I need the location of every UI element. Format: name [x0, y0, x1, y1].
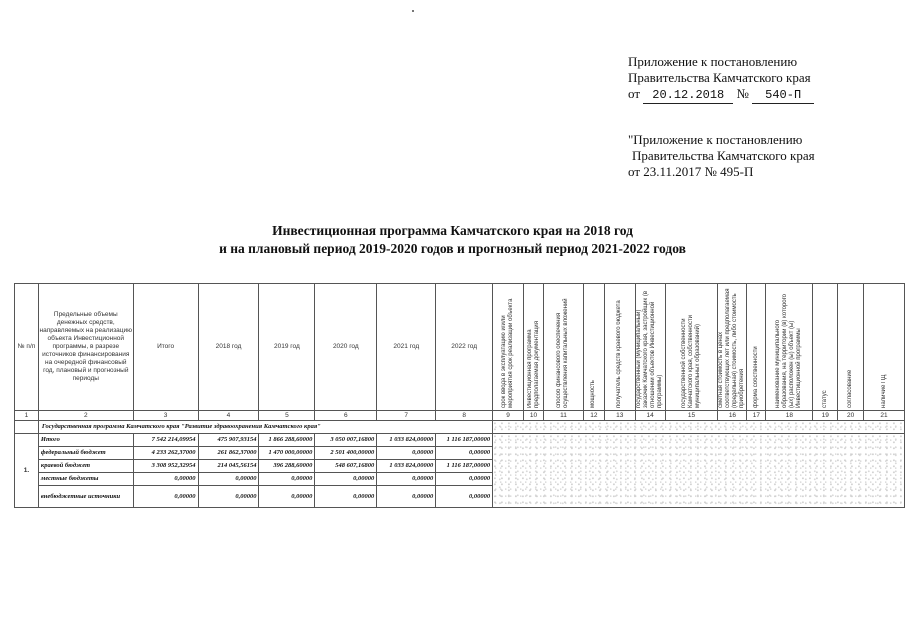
header-desc: Предельные объемы денежных средств, направляемых на реализацию объекта Инвестиционной программы, в разрезе источников финансирования на очередной финансовый год, плановый и прогнозный периоды — [38, 284, 133, 411]
row-total: 4 233 262,37000 — [133, 447, 198, 460]
row-2018: 214 045,56154 — [198, 460, 259, 473]
row-2020: 3 050 007,16800 — [315, 434, 377, 447]
header-2018: 2018 год — [198, 284, 259, 411]
approval-date-line — [628, 86, 814, 104]
colnum: 19 — [813, 411, 838, 421]
row-label: федеральный бюджет — [38, 447, 133, 460]
approval-number: 540-П — [752, 87, 814, 104]
header-2022: 2022 год — [436, 284, 493, 411]
row-2020: 548 607,16800 — [315, 460, 377, 473]
colnum: 8 — [436, 411, 493, 421]
prior-line2: Правительства Камчатского края — [632, 148, 815, 163]
colnum: 5 — [259, 411, 315, 421]
row-label: внебюджетные источники — [38, 486, 133, 508]
table-row — [15, 434, 905, 447]
program-row — [15, 421, 905, 434]
row-2022: 0,00000 — [436, 473, 493, 486]
colnum: 9 — [493, 411, 524, 421]
colnum: 20 — [838, 411, 864, 421]
approval-line1: Приложение к постановлению — [628, 54, 798, 69]
colnum: 10 — [524, 411, 544, 421]
row-2019: 1 866 288,60000 — [259, 434, 315, 447]
header-c17: форма собственности — [747, 284, 766, 411]
row-2019: 0,00000 — [259, 486, 315, 508]
header-c19: статус — [813, 284, 838, 411]
header-c12: мощность — [583, 284, 604, 411]
row-2020: 0,00000 — [315, 473, 377, 486]
approval-line2: Правительства Камчатского края — [628, 70, 811, 85]
header-c13: получатель средств краевого бюджета — [604, 284, 635, 411]
investment-table — [14, 283, 905, 508]
rows-blank-area — [493, 434, 905, 508]
header-total: Итого — [133, 284, 198, 411]
row-2020: 2 501 400,00000 — [315, 447, 377, 460]
program-num-cell — [15, 421, 39, 434]
row-label: Итого — [38, 434, 133, 447]
row-2022: 1 116 187,00000 — [436, 460, 493, 473]
row-2021: 0,00000 — [377, 486, 436, 508]
row-2018: 0,00000 — [198, 473, 259, 486]
header-c21: наличие ПД — [864, 284, 905, 411]
row-2022: 1 116 187,00000 — [436, 434, 493, 447]
header-row — [15, 284, 905, 411]
row-2021: 1 033 824,00000 — [377, 460, 436, 473]
row-number: 1. — [15, 434, 39, 508]
colnum: 1 — [15, 411, 39, 421]
row-total: 0,00000 — [133, 473, 198, 486]
approval-num-sign: № — [736, 86, 749, 101]
approval-date: 20.12.2018 — [643, 87, 733, 104]
colnum: 2 — [38, 411, 133, 421]
document-title-line2: и на плановый период 2019-2020 годов и прогнозный период 2021-2022 годов — [219, 241, 686, 256]
column-number-row — [15, 411, 905, 421]
colnum: 6 — [315, 411, 377, 421]
row-label: краевой бюджет — [38, 460, 133, 473]
colnum: 12 — [583, 411, 604, 421]
row-2022: 0,00000 — [436, 486, 493, 508]
colnum: 13 — [604, 411, 635, 421]
header-c15: государственной собственности Камчатского края, собственности муниципальных образований) — [665, 284, 718, 411]
row-2018: 0,00000 — [198, 486, 259, 508]
program-blank-area — [493, 421, 905, 434]
row-2019: 1 470 000,00000 — [259, 447, 315, 460]
colnum: 18 — [766, 411, 813, 421]
row-2018: 475 907,93154 — [198, 434, 259, 447]
colnum: 14 — [635, 411, 665, 421]
row-label: местные бюджеты — [38, 473, 133, 486]
row-total: 7 542 214,09954 — [133, 434, 198, 447]
colnum: 7 — [377, 411, 436, 421]
header-c14: государственный (муниципальный) заказчик Камчатского края, застройщик (в отношении объектов Инвестиционной программы) — [635, 284, 665, 411]
row-2018: 261 862,37000 — [198, 447, 259, 460]
header-c9: срок ввода в эксплуатацию и/или мероприятия срок реализации объекта — [493, 284, 524, 411]
header-c16: сметная стоимость в ценах соответствующих лет или предполагаемая (предельная) стоимость, либо стоимость приобретения — [718, 284, 747, 411]
row-2019: 0,00000 — [259, 473, 315, 486]
row-2021: 1 033 824,00000 — [377, 434, 436, 447]
colnum: 21 — [864, 411, 905, 421]
prior-header — [628, 132, 815, 180]
row-2022: 0,00000 — [436, 447, 493, 460]
header-c10: Инвестиционная программа предполагаемая документация — [524, 284, 544, 411]
colnum: 16 — [718, 411, 747, 421]
colnum: 3 — [133, 411, 198, 421]
header-c11: способ финансового обеспечения осуществления капитальных вложений — [544, 284, 584, 411]
header-2020: 2020 год — [315, 284, 377, 411]
header-2021: 2021 год — [377, 284, 436, 411]
row-2021: 0,00000 — [377, 447, 436, 460]
approval-header — [628, 54, 814, 104]
row-2021: 0,00000 — [377, 473, 436, 486]
header-c18: наименование муниципального образования, на территории (в) которого (ых) расположен (ы) объект (ы) Инвестиционной программы — [766, 284, 813, 411]
approval-prefix: от — [628, 86, 641, 101]
program-title: Государственная программа Камчатского края "Развитие здравоохранения Камчатского края" — [38, 421, 492, 434]
row-2019: 396 288,60000 — [259, 460, 315, 473]
header-num: № п/п — [15, 284, 39, 411]
colnum: 17 — [747, 411, 766, 421]
header-2019: 2019 год — [259, 284, 315, 411]
header-c20: согласование — [838, 284, 864, 411]
row-total: 0,00000 — [133, 486, 198, 508]
row-total: 3 308 952,32954 — [133, 460, 198, 473]
colnum: 11 — [544, 411, 584, 421]
colnum: 15 — [665, 411, 718, 421]
prior-line3: от 23.11.2017 № 495-П — [628, 164, 754, 179]
scan-speck — [412, 10, 414, 12]
prior-line1: "Приложение к постановлению — [628, 132, 803, 147]
colnum: 4 — [198, 411, 259, 421]
document-title-line1: Инвестиционная программа Камчатского края на 2018 год — [272, 223, 633, 238]
row-2020: 0,00000 — [315, 486, 377, 508]
